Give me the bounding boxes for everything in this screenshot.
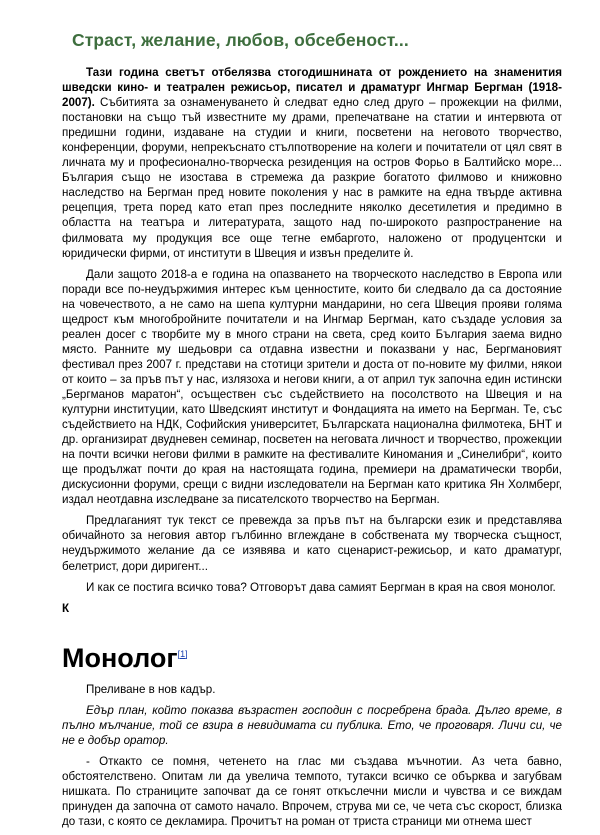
article-heading: Страст, желание, любов, обсебеност... xyxy=(72,30,409,50)
document-page xyxy=(62,30,562,835)
paragraph-3: Предлаганият тук текст се превежда за пръв път на български език и представлява обичайното за неговия автор гълбинно вглеждане в собствената му творческа същност, неудържимото желание да се изявява и като сценарист-режисьор, и като драматург, белетрист, дори диригент... xyxy=(62,514,562,573)
intro-rest: Събитията за ознаменуването ѝ следват едно след друго – прожекции на филми, постановки на също тъй известните му драми, препечатване на статии и интервюта от предишни години, издаване на студии и книги, посветени на неговото творчество, конференции, форуми, непрекъснато стълпотворение на колеги и почитатели от цял свят в личната му и професионално-творческа резиденция на остров Форьо в Балтийско море... България също не изостава в стремежа да разкрие богатото филмово и книжовно наследство на Бергман пред новите поколения у нас в рамките на една твърде активна рецепция, трета поред като етап през последните няколко десетилетия и предимно в областта на театъра и литературата, защото над по-широкото разпространение на филмовата му продукция все още тегне ембаргото, наложено от продуцентски и юридически фирми, от институти в Швеция и извън пределите ѝ. xyxy=(62,96,562,260)
paragraph-2: Дали защото 2018-а е година на опазването на творческото наследство в Европа или поради все по-неудържимия интерес към ценностите, които би следвало да са достояние на човечеството, а не само на шепа културни мандарини, но сега Швеция прояви голяма щедрост към многобройните почитатели и на Ингмар Бергман, като създаде условия за реален досег с творбите му в много страни на света, сред които България заема видно място. Ранните му шедьоври са отдавна известни и показвани у нас, Бергмановият фестивал през 2007 г. представи на стотици зрители и доста от по-новите му филми, някои от които – за пръв път у нас, излязоха и негови книги, а от април тук започна един истински „Бергманов маратон“, осъществен със съдействието на посолството на Швеция и на културни институции, като Шведският институт и Фондацията на името на Бергман. Те, със съдействието на НДК, Софийския университет, Българската национална филмотека, БНТ и др. организират двудневен семинар, посветен на неговата личност и творчество, прожекции на почти всички негови филми в рамките на фестивалите Киномания и „Синелибри“, които ще продължат почти до края на настоящата година, премиери на драматически творби, дискусионни форуми, срещи с видни изследователи на Бергман като критика Ян Холмберг, издал неотдавна изследване за писателското творчество на Бергман. xyxy=(62,267,562,507)
intro-bold-lead: Тази година светът отбелязва стогодишнината от рождението на знаменития шведски кино- и театрален режисьор, писател и драматург Ингмар Бергман (1918-2007). xyxy=(62,66,562,110)
monolog-title xyxy=(62,638,562,674)
paragraph-4: И как се постига всичко това? Отговорът дава самият Бергман в края на своя монолог. xyxy=(86,580,556,594)
italic-description: Едър план, който показва възрастен господин с посребрена брада. Дълго време, в пълно мълчание, той се взира в невидимата си публика. Ето, че проговаря. Личи си, че не е добър оратор. xyxy=(62,703,562,747)
author-signature: К xyxy=(62,601,70,615)
footnote-link[interactable]: [1] xyxy=(177,648,188,659)
monolog-title-text: Монолог xyxy=(62,642,178,673)
monolog-speech: - Откакто се помня, четенето на глас ми създава мъчнотии. Аз чета бавно, обстоятелствено. Опитам ли да увелича темпото, тутакси всичко се обърква и загубвам нишката. По страниците започват да се гонят откъслечни мисли и чувства и се виждам принуден да започна от самото начало. Впрочем, струва ми се, че чета със скорост, близка до тази, с която се декламира. Прочитът на роман от триста страници ми отнема шест xyxy=(62,754,562,828)
stage-direction: Преливане в нов кадър. xyxy=(86,682,216,696)
intro-paragraph xyxy=(62,65,562,261)
